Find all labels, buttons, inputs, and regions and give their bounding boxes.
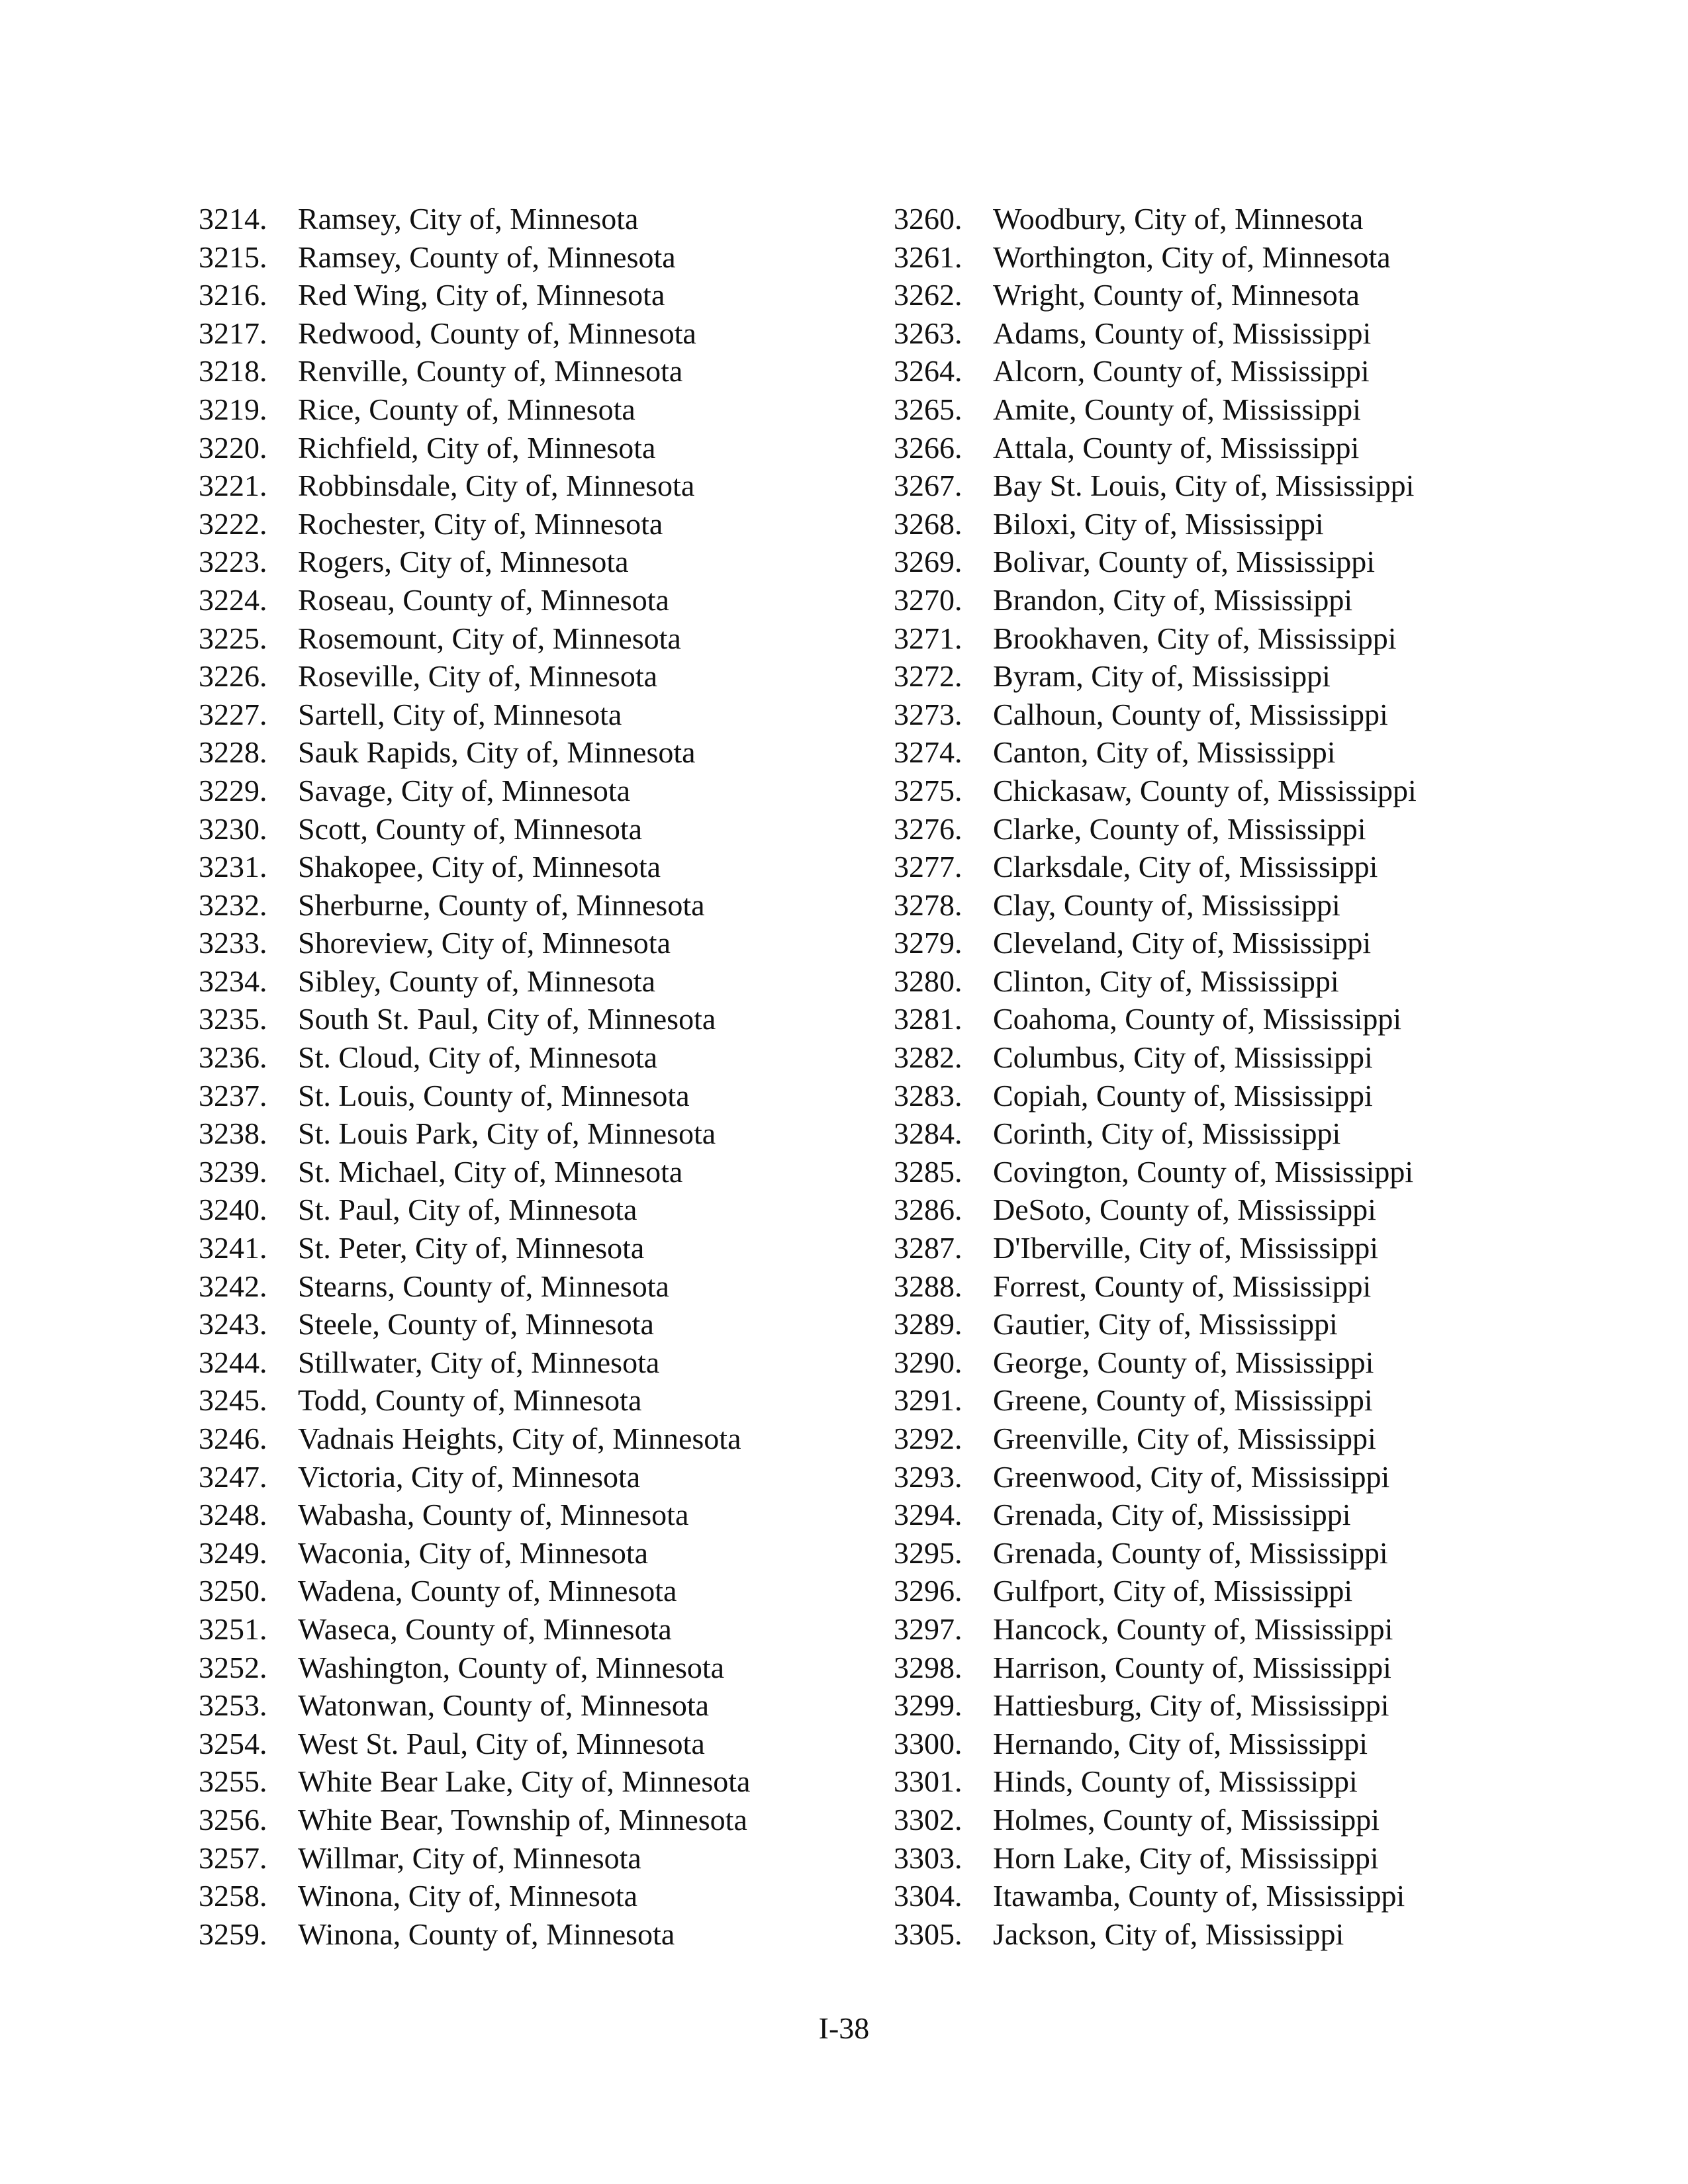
list-item [199,619,861,658]
entry-number: 3222. [199,506,267,541]
entry-number: 3285. [894,1154,962,1189]
entry-number: 3216. [199,278,267,312]
entry-name: Wabasha, County of, Minnesota [298,1498,689,1532]
entry-number: 3234. [199,964,267,998]
list-item [199,962,861,1001]
entry-number: 3270. [894,582,962,617]
entry-number: 3300. [894,1726,962,1760]
entry-number: 3219. [199,392,267,426]
entity-list-right-column [894,200,1556,1953]
list-item [199,1877,861,1915]
entry-name: Bolivar, County of, Mississippi [993,545,1376,579]
list-item [894,657,1556,696]
entry-name: Grenada, County of, Mississippi [993,1535,1388,1570]
entry-number: 3304. [894,1879,962,1913]
entry-name: Sibley, County of, Minnesota [298,964,656,998]
list-item [199,1267,861,1306]
entry-name: Byram, City of, Mississippi [993,659,1331,694]
entry-name: Steele, County of, Minnesota [298,1307,654,1342]
entry-number: 3214. [199,202,267,236]
list-item [199,1229,861,1267]
list-item [199,848,861,886]
list-item [199,352,861,390]
entry-number: 3241. [199,1231,267,1265]
entry-name: Victoria, City of, Minnesota [298,1459,641,1494]
entry-name: Canton, City of, Mississippi [993,735,1336,770]
list-item [894,1839,1556,1878]
list-item [894,1725,1556,1763]
entry-name: D'Iberville, City of, Mississippi [993,1231,1379,1265]
list-item [199,1839,861,1878]
entry-name: Watonwan, County of, Minnesota [298,1688,710,1723]
entry-name: Scott, County of, Minnesota [298,811,643,846]
entry-name: Corinth, City of, Mississippi [993,1116,1341,1151]
list-item [894,352,1556,390]
entry-number: 3247. [199,1459,267,1494]
entry-number: 3237. [199,1078,267,1113]
entry-name: Shoreview, City of, Minnesota [298,926,671,960]
entry-number: 3221. [199,469,267,503]
entry-name: South St. Paul, City of, Minnesota [298,1002,716,1036]
entry-number: 3218. [199,354,267,388]
entry-name: St. Paul, City of, Minnesota [298,1193,637,1227]
list-item [199,772,861,810]
list-item [894,1762,1556,1801]
entry-number: 3264. [894,354,962,388]
entry-name: Horn Lake, City of, Mississippi [993,1841,1379,1875]
list-item [199,1077,861,1115]
list-item [199,1115,861,1153]
entry-name: Robbinsdale, City of, Minnesota [298,469,695,503]
entry-number: 3296. [894,1574,962,1608]
entry-number: 3289. [894,1307,962,1342]
list-item [894,1534,1556,1572]
entry-number: 3278. [894,887,962,922]
list-item [199,657,861,696]
entry-number: 3284. [894,1116,962,1151]
entry-number: 3240. [199,1193,267,1227]
list-item [894,1343,1556,1382]
list-item [894,848,1556,886]
list-item [894,1610,1556,1649]
list-item [199,1381,861,1420]
entry-name: St. Cloud, City of, Minnesota [298,1040,658,1075]
entry-name: Woodbury, City of, Minnesota [993,202,1364,236]
entry-number: 3260. [894,202,962,236]
list-item [199,1725,861,1763]
entry-name: Greene, County of, Mississippi [993,1383,1373,1418]
entry-number: 3269. [894,545,962,579]
list-item [894,1877,1556,1915]
entry-number: 3242. [199,1269,267,1303]
list-item [894,886,1556,925]
entry-name: White Bear Lake, City of, Minnesota [298,1764,751,1799]
list-item [199,810,861,848]
entry-number: 3254. [199,1726,267,1760]
entry-name: Columbus, City of, Mississippi [993,1040,1373,1075]
entry-number: 3279. [894,926,962,960]
list-item [894,696,1556,734]
entry-number: 3248. [199,1498,267,1532]
entry-number: 3274. [894,735,962,770]
list-item [894,1496,1556,1534]
entry-name: Redwood, County of, Minnesota [298,316,696,350]
list-item [199,1000,861,1038]
list-item [199,1610,861,1649]
list-item [894,1686,1556,1725]
list-item [894,1000,1556,1038]
entry-name: Hancock, County of, Mississippi [993,1612,1393,1646]
entry-name: Worthington, City of, Minnesota [993,240,1391,274]
entry-number: 3227. [199,697,267,731]
entry-name: Holmes, County of, Mississippi [993,1802,1380,1837]
page-number: I-38 [818,2011,870,2045]
entry-number: 3265. [894,392,962,426]
entry-name: Todd, County of, Minnesota [298,1383,642,1418]
entry-name: DeSoto, County of, Mississippi [993,1193,1376,1227]
entry-number: 3277. [894,850,962,884]
entry-name: Wadena, County of, Minnesota [298,1574,677,1608]
entry-name: Renville, County of, Minnesota [298,354,683,388]
entry-number: 3253. [199,1688,267,1723]
entry-number: 3282. [894,1040,962,1075]
entry-number: 3288. [894,1269,962,1303]
list-item [199,1572,861,1610]
entry-number: 3287. [894,1231,962,1265]
list-item [894,1420,1556,1458]
entry-name: Ramsey, City of, Minnesota [298,202,639,236]
list-item [894,1038,1556,1077]
list-item [894,619,1556,658]
entry-number: 3280. [894,964,962,998]
entry-name: Rice, County of, Minnesota [298,392,635,426]
entry-name: Savage, City of, Minnesota [298,773,631,807]
entry-number: 3235. [199,1002,267,1036]
list-item [199,1915,861,1954]
entry-name: Rogers, City of, Minnesota [298,545,629,579]
list-item [199,1305,861,1343]
list-item [199,1458,861,1496]
entry-name: Clay, County of, Mississippi [993,887,1340,922]
entry-number: 3223. [199,545,267,579]
list-item [199,1038,861,1077]
entry-number: 3249. [199,1535,267,1570]
entry-number: 3261. [894,240,962,274]
list-item [894,733,1556,772]
list-item [199,467,861,505]
entry-name: Grenada, City of, Mississippi [993,1498,1351,1532]
entry-number: 3231. [199,850,267,884]
entry-name: Ramsey, County of, Minnesota [298,240,676,274]
list-item [894,1572,1556,1610]
entry-name: Vadnais Heights, City of, Minnesota [298,1422,741,1455]
entry-name: Wright, County of, Minnesota [993,278,1360,312]
list-item [894,1153,1556,1191]
list-item [199,1153,861,1191]
list-item [894,314,1556,353]
entry-name: Roseville, City of, Minnesota [298,659,658,694]
entry-name: Winona, City of, Minnesota [298,1879,638,1913]
entry-number: 3271. [894,621,962,655]
list-item [199,1686,861,1725]
entry-name: Biloxi, City of, Mississippi [993,506,1324,541]
list-item [894,1305,1556,1343]
entry-name: Gulfport, City of, Mississippi [993,1574,1353,1608]
list-item [199,1534,861,1572]
entry-name: Rochester, City of, Minnesota [298,506,663,541]
list-item [199,1496,861,1534]
list-item [894,1649,1556,1687]
entry-name: Covington, County of, Mississippi [993,1154,1414,1189]
list-item [199,390,861,429]
entry-name: Sherburne, County of, Minnesota [298,887,705,922]
list-item [199,1649,861,1687]
entry-name: Chickasaw, County of, Mississippi [993,773,1417,807]
entry-name: Copiah, County of, Mississippi [993,1078,1373,1113]
list-item [199,1420,861,1458]
entry-number: 3299. [894,1688,962,1723]
list-item [199,505,861,543]
entry-number: 3283. [894,1078,962,1113]
list-item [894,962,1556,1001]
entry-name: Harrison, County of, Mississippi [993,1650,1391,1684]
list-item [894,1191,1556,1229]
list-item [199,1191,861,1229]
entry-number: 3225. [199,621,267,655]
entry-name: Brandon, City of, Mississippi [993,582,1353,617]
entry-name: Alcorn, County of, Mississippi [993,354,1370,388]
list-item [894,1229,1556,1267]
entry-number: 3262. [894,278,962,312]
list-item [894,1077,1556,1115]
entry-number: 3238. [199,1116,267,1151]
list-item [199,1762,861,1801]
entry-number: 3305. [894,1917,962,1951]
entry-name: Stillwater, City of, Minnesota [298,1345,660,1379]
entry-name: Bay St. Louis, City of, Mississippi [993,469,1415,503]
entry-name: St. Peter, City of, Minnesota [298,1231,645,1265]
entry-name: West St. Paul, City of, Minnesota [298,1726,705,1760]
entry-number: 3286. [894,1193,962,1227]
entry-number: 3226. [199,659,267,694]
list-item [199,1801,861,1839]
list-item [894,924,1556,962]
entry-number: 3232. [199,887,267,922]
entry-number: 3236. [199,1040,267,1075]
entry-name: Greenville, City of, Mississippi [993,1422,1376,1455]
list-item [199,543,861,581]
list-item [894,772,1556,810]
list-item [894,810,1556,848]
list-item [199,733,861,772]
entry-number: 3275. [894,773,962,807]
entry-number: 3302. [894,1802,962,1837]
list-item [894,1381,1556,1420]
entry-name: Amite, County of, Mississippi [993,392,1361,426]
entry-number: 3293. [894,1459,962,1494]
entry-number: 3263. [894,316,962,350]
list-item [199,429,861,467]
entry-name: Brookhaven, City of, Mississippi [993,621,1397,655]
entry-name: Shakopee, City of, Minnesota [298,850,661,884]
entry-number: 3290. [894,1345,962,1379]
list-item [894,467,1556,505]
entry-number: 3239. [199,1154,267,1189]
entry-number: 3215. [199,240,267,274]
list-item [894,200,1556,238]
entry-number: 3266. [894,430,962,465]
entry-number: 3257. [199,1841,267,1875]
entry-name: Hattiesburg, City of, Mississippi [993,1688,1389,1723]
entry-name: George, County of, Mississippi [993,1345,1374,1379]
entry-number: 3220. [199,430,267,465]
entry-number: 3294. [894,1498,962,1532]
entry-number: 3256. [199,1802,267,1837]
entity-list-left-column [199,200,861,1953]
entry-name: Greenwood, City of, Mississippi [993,1459,1390,1494]
entry-number: 3233. [199,926,267,960]
entry-name: Richfield, City of, Minnesota [298,430,656,465]
list-item [199,886,861,925]
entry-number: 3228. [199,735,267,770]
entry-number: 3259. [199,1917,267,1951]
entry-number: 3303. [894,1841,962,1875]
entry-name: Itawamba, County of, Mississippi [993,1879,1405,1913]
list-item [894,1267,1556,1306]
entry-number: 3276. [894,811,962,846]
entry-name: Roseau, County of, Minnesota [298,582,669,617]
list-item [894,276,1556,314]
list-item [894,581,1556,619]
entry-number: 3291. [894,1383,962,1418]
list-item [894,238,1556,277]
entry-name: Hernando, City of, Mississippi [993,1726,1368,1760]
list-item [199,924,861,962]
entry-number: 3258. [199,1879,267,1913]
entry-number: 3224. [199,582,267,617]
entry-name: Red Wing, City of, Minnesota [298,278,665,312]
entry-name: Willmar, City of, Minnesota [298,1841,641,1875]
list-item [199,1343,861,1382]
entry-number: 3255. [199,1764,267,1799]
entry-number: 3268. [894,506,962,541]
entry-name: Sartell, City of, Minnesota [298,697,622,731]
list-item [199,696,861,734]
entry-name: Washington, County of, Minnesota [298,1650,725,1684]
entry-number: 3229. [199,773,267,807]
list-item [199,581,861,619]
entry-name: Waseca, County of, Minnesota [298,1612,672,1646]
entry-name: Winona, County of, Minnesota [298,1917,675,1951]
entry-name: Clinton, City of, Mississippi [993,964,1339,998]
entry-number: 3230. [199,811,267,846]
entry-name: Clarksdale, City of, Mississippi [993,850,1378,884]
entry-name: Adams, County of, Mississippi [993,316,1372,350]
entry-name: Clarke, County of, Mississippi [993,811,1366,846]
entry-number: 3217. [199,316,267,350]
entry-name: Calhoun, County of, Mississippi [993,697,1388,731]
entry-name: St. Louis, County of, Minnesota [298,1078,690,1113]
list-item [199,276,861,314]
entry-number: 3273. [894,697,962,731]
list-item [199,200,861,238]
list-item [894,390,1556,429]
entry-number: 3250. [199,1574,267,1608]
entry-number: 3301. [894,1764,962,1799]
list-item [894,1915,1556,1954]
list-item [894,1801,1556,1839]
entry-number: 3252. [199,1650,267,1684]
entry-name: White Bear, Township of, Minnesota [298,1802,747,1837]
list-item [894,1458,1556,1496]
entry-number: 3297. [894,1612,962,1646]
entry-name: Attala, County of, Mississippi [993,430,1360,465]
entry-name: Sauk Rapids, City of, Minnesota [298,735,696,770]
entry-name: St. Michael, City of, Minnesota [298,1154,683,1189]
entry-number: 3246. [199,1422,267,1455]
entry-number: 3295. [894,1535,962,1570]
entry-number: 3244. [199,1345,267,1379]
entry-name: Forrest, County of, Mississippi [993,1269,1372,1303]
entry-name: Gautier, City of, Mississippi [993,1307,1338,1342]
entry-number: 3272. [894,659,962,694]
entry-number: 3245. [199,1383,267,1418]
entry-name: St. Louis Park, City of, Minnesota [298,1116,716,1151]
list-item [199,238,861,277]
list-item [199,314,861,353]
entry-name: Stearns, County of, Minnesota [298,1269,669,1303]
entry-name: Hinds, County of, Mississippi [993,1764,1358,1799]
entry-number: 3267. [894,469,962,503]
entry-number: 3251. [199,1612,267,1646]
list-item [894,543,1556,581]
entry-number: 3292. [894,1422,962,1455]
entry-name: Jackson, City of, Mississippi [993,1917,1344,1951]
entry-number: 3281. [894,1002,962,1036]
entry-name: Coahoma, County of, Mississippi [993,1002,1402,1036]
list-item [894,1115,1556,1153]
list-item [894,505,1556,543]
entry-number: 3243. [199,1307,267,1342]
entry-number: 3298. [894,1650,962,1684]
entry-name: Waconia, City of, Minnesota [298,1535,649,1570]
list-item [894,429,1556,467]
entry-name: Cleveland, City of, Mississippi [993,926,1372,960]
entry-name: Rosemount, City of, Minnesota [298,621,681,655]
